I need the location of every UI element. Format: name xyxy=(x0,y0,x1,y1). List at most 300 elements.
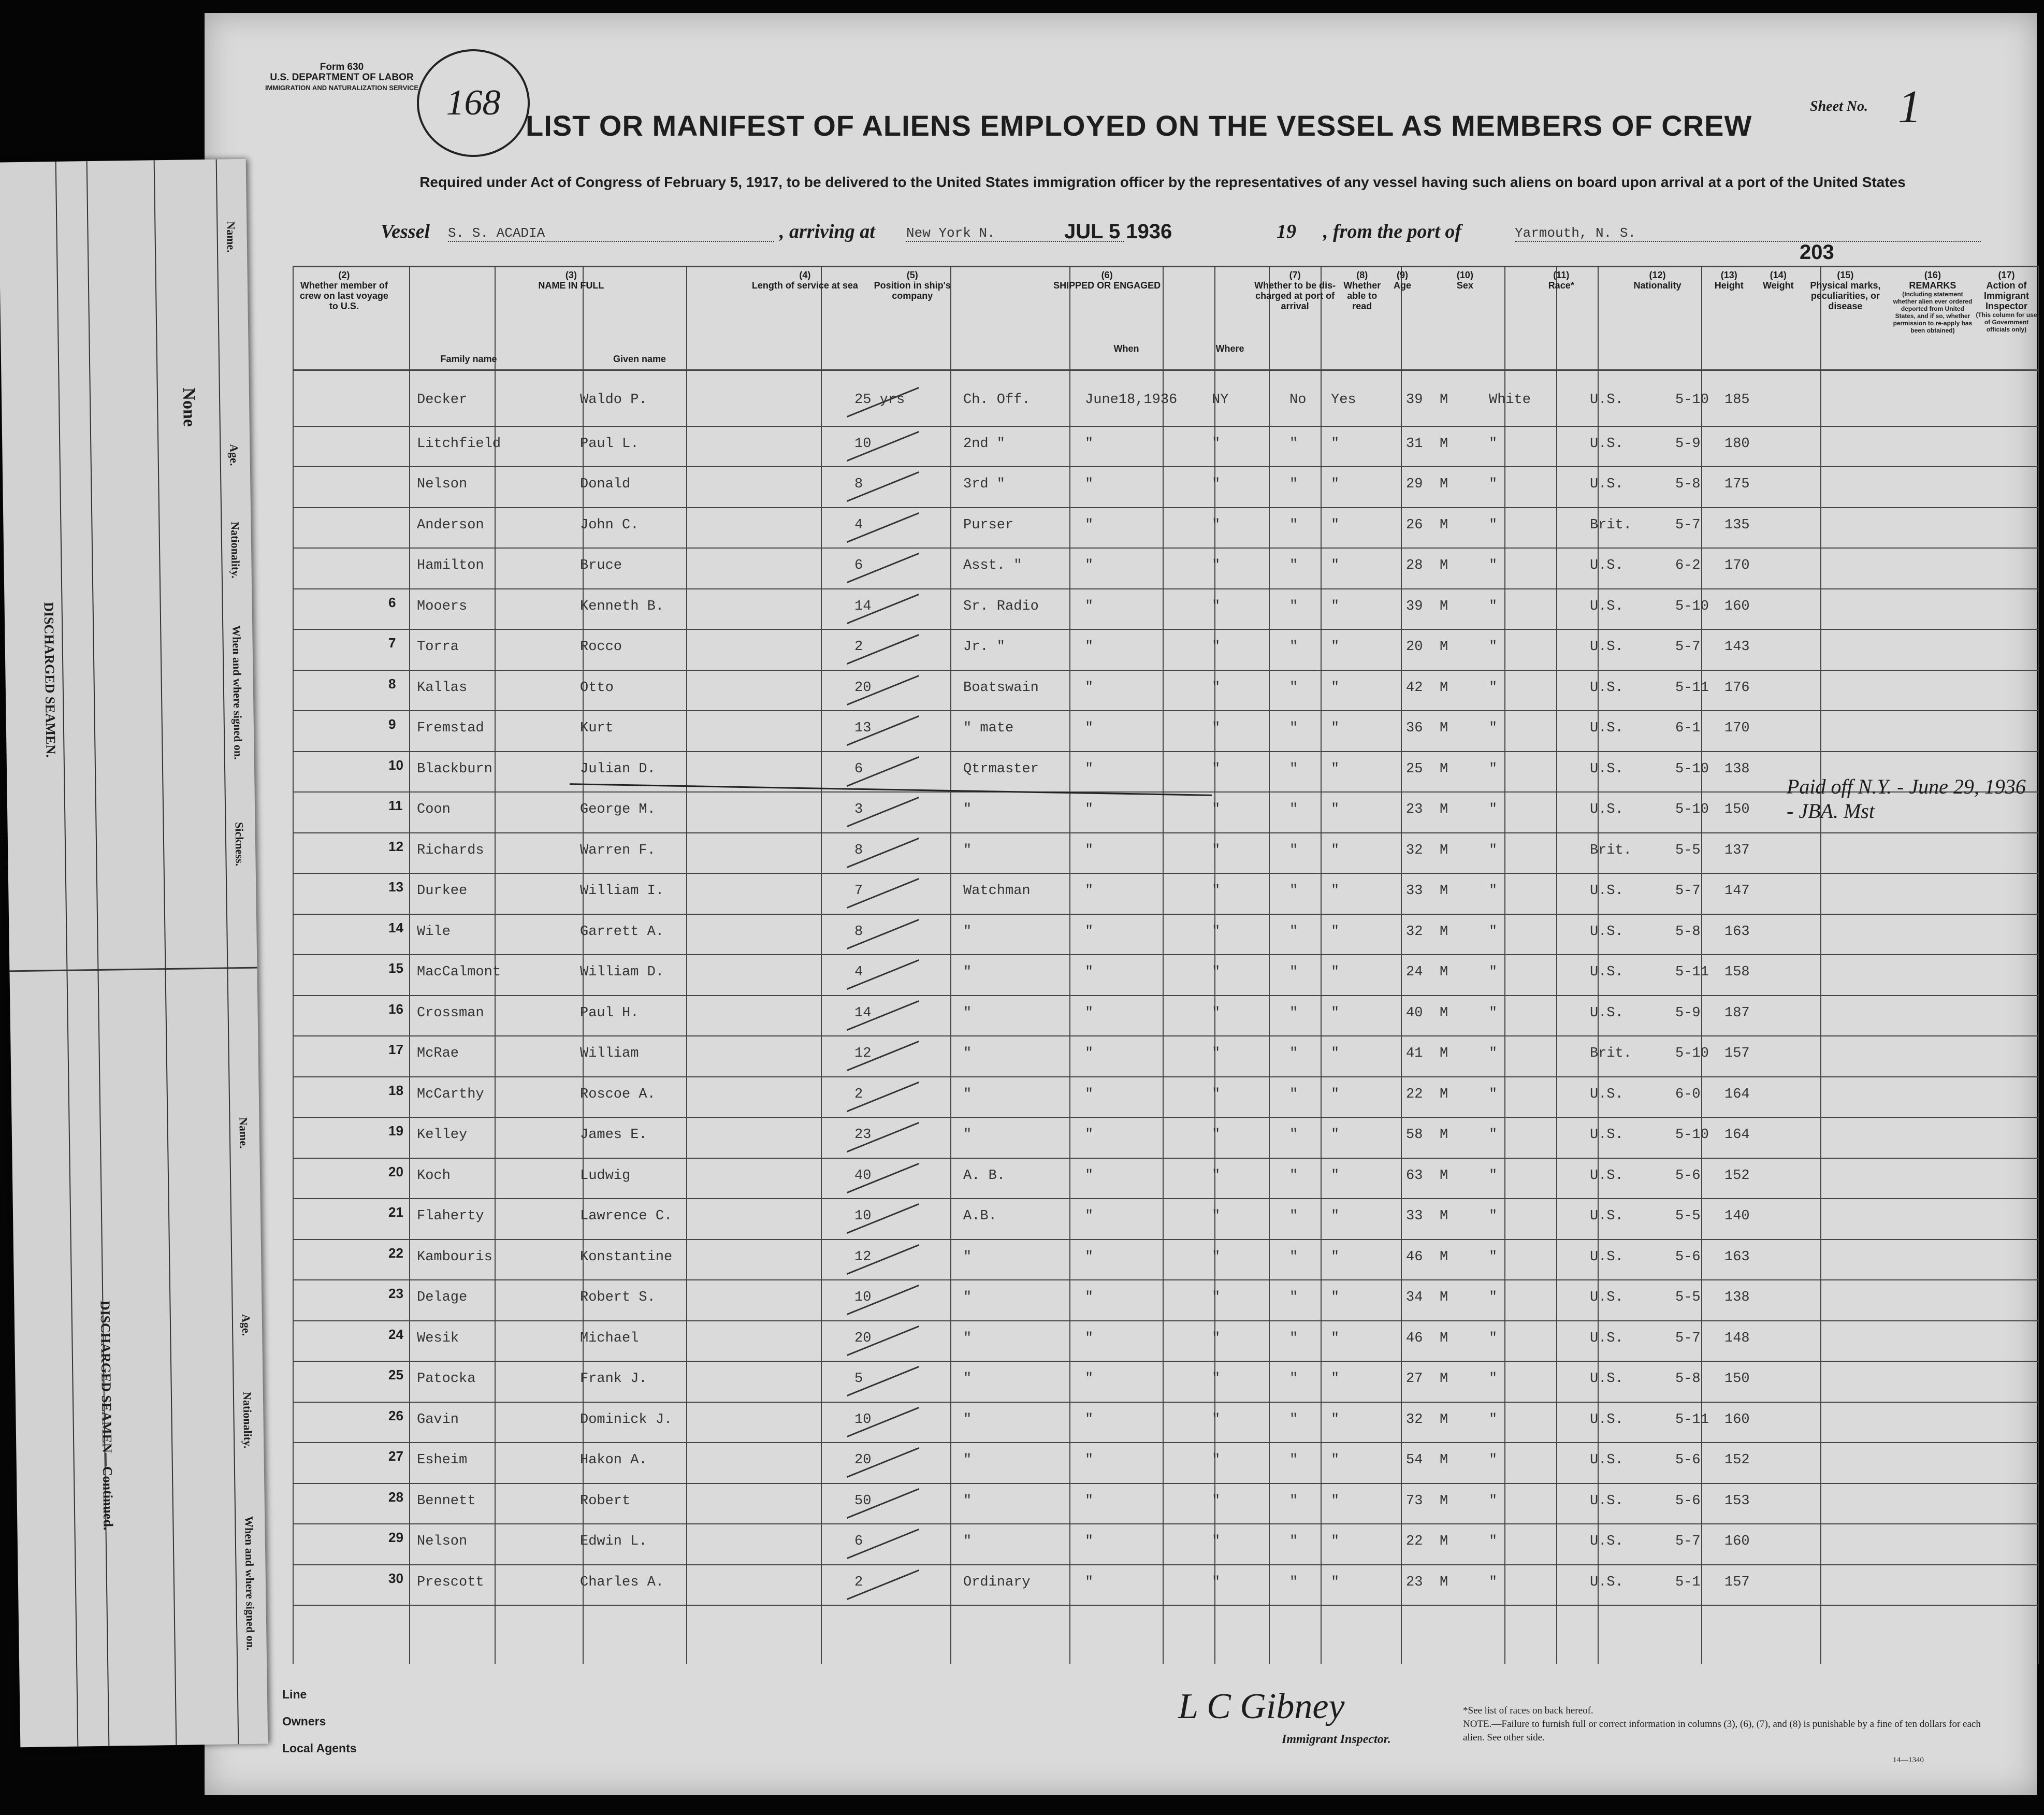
overlay-when-where-col: When and where signed on. xyxy=(230,625,245,760)
cell-given: William D. xyxy=(580,964,664,980)
cell-service: 20 xyxy=(854,680,872,696)
cell-race: " xyxy=(1489,1411,1498,1428)
cell-race: " xyxy=(1489,1086,1498,1102)
cell-service: 13 xyxy=(854,721,872,736)
cell-position: Ch. Off. xyxy=(963,392,1031,408)
cell-height: 5-10 xyxy=(1675,1127,1709,1143)
cell-age: 36 xyxy=(1406,721,1423,736)
cell-position: " xyxy=(963,964,972,980)
cell-position: " xyxy=(963,1411,972,1428)
cell-where: " xyxy=(1212,761,1221,777)
cell-nat: U.S. xyxy=(1590,883,1623,899)
column-header: (3) NAME IN FULL xyxy=(538,270,604,291)
cell-sex: M xyxy=(1440,1290,1448,1305)
cell-weight: 152 xyxy=(1724,1168,1750,1184)
cell-when: " xyxy=(1085,680,1094,696)
cell-nat: Brit. xyxy=(1590,1046,1632,1061)
row-number: 8 xyxy=(388,675,396,692)
cell-when: " xyxy=(1085,1086,1094,1102)
overlay-when-where-col-2: When and where signed on. xyxy=(242,1516,257,1651)
cell-race: " xyxy=(1489,1371,1498,1387)
cell-race: " xyxy=(1489,1208,1498,1224)
cell-age: 41 xyxy=(1406,1046,1423,1061)
cell-height: 5-6 xyxy=(1675,1452,1701,1468)
cell-discharged: " xyxy=(1289,1290,1298,1305)
cell-height: 5-10 xyxy=(1675,761,1709,777)
cell-given: William xyxy=(580,1046,639,1061)
cell-when: " xyxy=(1085,639,1094,655)
cell-race: " xyxy=(1489,802,1498,817)
cell-weight: 157 xyxy=(1724,1046,1750,1061)
cell-sex: M xyxy=(1440,924,1448,940)
cell-when: " xyxy=(1085,1005,1094,1021)
cell-discharged: No xyxy=(1289,392,1307,408)
grid-hline xyxy=(293,1279,2038,1280)
cell-position: " xyxy=(963,1086,972,1102)
grid-hline xyxy=(293,873,2038,874)
cell-given: Hakon A. xyxy=(580,1452,647,1468)
cell-nat: U.S. xyxy=(1590,1371,1623,1387)
cell-sex: M xyxy=(1440,598,1448,614)
cell-age: 46 xyxy=(1406,1330,1423,1346)
cell-when: " xyxy=(1085,1208,1094,1224)
cell-position: Boatswain xyxy=(963,680,1039,696)
cell-where: NY xyxy=(1212,392,1229,408)
cell-age: 32 xyxy=(1406,842,1423,858)
cell-read: " xyxy=(1331,842,1340,858)
cell-discharged: " xyxy=(1289,1371,1298,1387)
column-header: (5) Position in ship's company xyxy=(874,270,951,301)
discharged-seamen-slip xyxy=(0,159,268,1747)
cell-sex: M xyxy=(1440,1046,1448,1061)
grid-vline xyxy=(821,266,822,1664)
cell-family: Wesik xyxy=(417,1330,459,1346)
cell-family: Crossman xyxy=(417,1005,484,1021)
cell-sex: M xyxy=(1440,842,1448,858)
cell-family: Nelson xyxy=(417,477,468,492)
cell-given: John C. xyxy=(580,517,639,533)
cell-nat: U.S. xyxy=(1590,392,1623,408)
cell-read: " xyxy=(1331,1411,1340,1428)
cell-read: " xyxy=(1331,680,1340,696)
cell-position: " xyxy=(963,842,972,858)
arrival-date-stamp: JUL 5 1936 xyxy=(1064,220,1172,243)
cell-height: 5-8 xyxy=(1675,1371,1701,1387)
cell-family: Patocka xyxy=(417,1371,476,1387)
cell-given: William I. xyxy=(580,883,664,899)
cell-weight: 175 xyxy=(1724,477,1750,492)
cell-where: " xyxy=(1212,1452,1221,1468)
row-number: 16 xyxy=(388,1001,403,1017)
cell-age: 39 xyxy=(1406,598,1423,614)
grid-hline xyxy=(293,914,2038,915)
cell-race: " xyxy=(1489,761,1498,777)
cell-family: Coon xyxy=(417,802,451,817)
grid-hline xyxy=(293,1158,2038,1159)
cell-read: " xyxy=(1331,1534,1340,1549)
remark-handwritten: Paid off N.Y. - June 29, 1936 - JBA. Mst xyxy=(1787,775,2026,823)
cell-when: " xyxy=(1085,1290,1094,1305)
cell-when: " xyxy=(1085,883,1094,899)
cell-weight: 163 xyxy=(1724,924,1750,940)
cell-when: " xyxy=(1085,477,1094,492)
cell-when: " xyxy=(1085,761,1094,777)
cell-nat: U.S. xyxy=(1590,721,1623,736)
column-header: (13) Height xyxy=(1714,270,1744,291)
cell-where: " xyxy=(1212,598,1221,614)
column-header: (2) Whether member of crew on last voyage to U.S. xyxy=(299,270,388,311)
cell-nat: U.S. xyxy=(1590,964,1623,980)
grid-vline xyxy=(409,266,410,1664)
cell-where: " xyxy=(1212,1086,1221,1102)
cell-sex: M xyxy=(1440,1168,1448,1184)
cell-position: A. B. xyxy=(963,1168,1006,1184)
cell-read: " xyxy=(1331,1168,1340,1184)
cell-when: June18,1936 xyxy=(1085,392,1178,408)
cell-where: " xyxy=(1212,1493,1221,1509)
cell-nat: U.S. xyxy=(1590,1127,1623,1143)
cell-read: " xyxy=(1331,964,1340,980)
cell-weight: 158 xyxy=(1724,964,1750,980)
cell-given: Dominick J. xyxy=(580,1411,673,1428)
cell-given: Kenneth B. xyxy=(580,598,664,614)
cell-height: 5-7 xyxy=(1675,639,1701,655)
column-header: (8) Whether able to read xyxy=(1343,270,1381,311)
grid-vline xyxy=(293,266,294,1664)
grid-vline xyxy=(1069,266,1070,1664)
cell-weight: 137 xyxy=(1724,842,1750,858)
cell-given: Waldo P. xyxy=(580,392,647,408)
cell-read: " xyxy=(1331,477,1340,492)
grid-hline xyxy=(293,1076,2038,1077)
cell-given: Bruce xyxy=(580,558,622,573)
cell-age: 26 xyxy=(1406,517,1423,533)
cell-age: 33 xyxy=(1406,1208,1423,1224)
cell-discharged: " xyxy=(1289,964,1298,980)
row-number: 28 xyxy=(388,1489,403,1505)
cell-nat: U.S. xyxy=(1590,639,1623,655)
cell-family: Gavin xyxy=(417,1411,459,1428)
cell-race: " xyxy=(1489,477,1498,492)
cell-position: " xyxy=(963,1249,972,1265)
cell-family: Kambouris xyxy=(417,1249,492,1265)
cell-discharged: " xyxy=(1289,1574,1298,1590)
cell-where: " xyxy=(1212,517,1221,533)
cell-where: " xyxy=(1212,964,1221,980)
cell-nat: U.S. xyxy=(1590,1452,1623,1468)
sheet-no-label: Sheet No. xyxy=(1810,98,1868,114)
cell-race: " xyxy=(1489,1452,1498,1468)
cell-race: " xyxy=(1489,1290,1498,1305)
cell-given: Michael xyxy=(580,1330,639,1346)
cell-service: 6 xyxy=(854,1534,863,1549)
row-number: 30 xyxy=(388,1570,403,1586)
inspector-signature: L C Gibney xyxy=(1178,1687,1345,1726)
cell-read: " xyxy=(1331,517,1340,533)
cell-service: 23 xyxy=(854,1127,872,1143)
cell-discharged: " xyxy=(1289,1127,1298,1143)
cell-position: A.B. xyxy=(963,1208,997,1224)
cell-age: 28 xyxy=(1406,558,1423,573)
cell-discharged: " xyxy=(1289,842,1298,858)
cell-nat: Brit. xyxy=(1590,842,1632,858)
cell-read: " xyxy=(1331,924,1340,940)
cell-service: 2 xyxy=(854,639,863,655)
cell-when: " xyxy=(1085,517,1094,533)
cell-sex: M xyxy=(1440,1452,1448,1468)
cell-height: 5-9 xyxy=(1675,1005,1701,1021)
cell-nat: Brit. xyxy=(1590,517,1632,533)
cell-where: " xyxy=(1212,883,1221,899)
cell-race: " xyxy=(1489,1493,1498,1509)
grid-hline xyxy=(293,1442,2038,1443)
cell-height: 5-7 xyxy=(1675,883,1701,899)
cell-sex: M xyxy=(1440,1086,1448,1102)
row-number: 11 xyxy=(388,798,403,813)
cell-position: Asst. " xyxy=(963,558,1022,573)
cell-race: " xyxy=(1489,558,1498,573)
grid-hline xyxy=(293,1361,2038,1362)
cell-sex: M xyxy=(1440,558,1448,573)
cell-where: " xyxy=(1212,1371,1221,1387)
cell-sex: M xyxy=(1440,1005,1448,1021)
cell-race: " xyxy=(1489,1534,1498,1549)
cell-height: 6-1 xyxy=(1675,721,1701,736)
grid-hline xyxy=(293,266,2038,267)
row-number: 29 xyxy=(388,1530,403,1545)
cell-weight: 160 xyxy=(1724,598,1750,614)
cell-sex: M xyxy=(1440,1208,1448,1224)
grid-vline xyxy=(950,266,951,1664)
cell-weight: 160 xyxy=(1724,1411,1750,1428)
cell-nat: U.S. xyxy=(1590,1005,1623,1021)
cell-service: 5 xyxy=(854,1371,863,1387)
from-port-value: Yarmouth, N. S. xyxy=(1515,225,1981,242)
row-number: 25 xyxy=(388,1367,403,1382)
cell-read: " xyxy=(1331,1208,1340,1224)
cell-family: Mooers xyxy=(417,598,468,614)
cell-nat: U.S. xyxy=(1590,558,1623,573)
cell-family: Anderson xyxy=(417,517,484,533)
cell-family: Torra xyxy=(417,639,459,655)
fine-note: NOTE.—Failure to furnish full or correct information in columns (3), (6), (7), and (8) is punishable by a fine of ten dollars for each alien. See other side. xyxy=(1463,1719,1981,1743)
cell-where: " xyxy=(1212,842,1221,858)
cell-family: Nelson xyxy=(417,1534,468,1549)
cell-weight: 150 xyxy=(1724,802,1750,817)
cell-family: Decker xyxy=(417,392,468,408)
cell-discharged: " xyxy=(1289,1208,1298,1224)
cell-race: " xyxy=(1489,598,1498,614)
cell-when: " xyxy=(1085,1249,1094,1265)
cell-given: Paul H. xyxy=(580,1005,639,1021)
cell-read: " xyxy=(1331,598,1340,614)
cell-service: 8 xyxy=(854,842,863,858)
cell-given: Edwin L. xyxy=(580,1534,647,1549)
cell-service: 4 xyxy=(854,964,863,980)
cell-sex: M xyxy=(1440,680,1448,696)
cell-given: Robert xyxy=(580,1493,631,1509)
overlay-age-col: Age. xyxy=(227,444,241,466)
cell-discharged: " xyxy=(1289,1493,1298,1509)
cell-where: " xyxy=(1212,680,1221,696)
cell-service: 10 xyxy=(854,436,872,452)
cell-when: " xyxy=(1085,1046,1094,1061)
cell-discharged: " xyxy=(1289,1534,1298,1549)
cell-height: 5-11 xyxy=(1675,964,1709,980)
vessel-value: S. S. ACADIA xyxy=(448,225,774,242)
cell-family: Flaherty xyxy=(417,1208,484,1224)
cell-height: 5-7 xyxy=(1675,1330,1701,1346)
cell-read: " xyxy=(1331,1330,1340,1346)
cell-family: Kallas xyxy=(417,680,468,696)
cell-given: Warren F. xyxy=(580,842,656,858)
cell-service: 10 xyxy=(854,1411,872,1428)
overlay-title-2: DISCHARGED SEAMEN—Continued. xyxy=(97,1300,116,1531)
cell-nat: U.S. xyxy=(1590,598,1623,614)
cell-given: Rocco xyxy=(580,639,622,655)
cell-height: 5-10 xyxy=(1675,802,1709,817)
cell-read: " xyxy=(1331,1005,1340,1021)
subcolumn-where: Where xyxy=(1215,343,1244,354)
cell-weight: 164 xyxy=(1724,1086,1750,1102)
overlay-age-col-2: Age. xyxy=(239,1314,253,1336)
grid-vline xyxy=(1269,266,1270,1664)
cell-sex: M xyxy=(1440,639,1448,655)
year-label: 19 xyxy=(1277,221,1296,242)
row-number: 13 xyxy=(388,879,403,895)
cell-family: Wile xyxy=(417,924,451,940)
cell-where: " xyxy=(1212,1574,1221,1590)
grid-hline xyxy=(293,1320,2038,1321)
arriving-value: New York N. xyxy=(906,225,1124,242)
page-title: LIST OR MANIFEST OF ALIENS EMPLOYED ON THE VESSEL AS MEMBERS OF CREW xyxy=(526,109,1752,142)
cell-where: " xyxy=(1212,1208,1221,1224)
sheet-no-value: 1 xyxy=(1898,81,1921,133)
cell-given: Garrett A. xyxy=(580,924,664,940)
grid-hline xyxy=(293,791,2038,793)
grid-hline xyxy=(293,832,2038,833)
grid-hline xyxy=(293,995,2038,996)
cell-age: 42 xyxy=(1406,680,1423,696)
cell-nat: U.S. xyxy=(1590,436,1623,452)
cell-height: 5-10 xyxy=(1675,1046,1709,1061)
cell-when: " xyxy=(1085,598,1094,614)
form-code: 14—1340 xyxy=(1893,1756,1924,1764)
cell-position: Purser xyxy=(963,517,1014,533)
inspector-label: Immigrant Inspector. xyxy=(1282,1733,1391,1746)
cell-family: Durkee xyxy=(417,883,468,899)
cell-height: 5-7 xyxy=(1675,1534,1701,1549)
cell-weight: 135 xyxy=(1724,517,1750,533)
cell-read: " xyxy=(1331,721,1340,736)
grid-hline xyxy=(293,751,2038,752)
cell-discharged: " xyxy=(1289,1411,1298,1428)
vessel-label: Vessel xyxy=(381,221,430,242)
cell-position: " mate xyxy=(963,721,1014,736)
cell-sex: M xyxy=(1440,964,1448,980)
cell-age: 29 xyxy=(1406,477,1423,492)
cell-age: 34 xyxy=(1406,1290,1423,1305)
cell-nat: U.S. xyxy=(1590,1534,1623,1549)
cell-age: 22 xyxy=(1406,1534,1423,1549)
cell-height: 5-11 xyxy=(1675,680,1709,696)
cell-discharged: " xyxy=(1289,802,1298,817)
cell-service: 6 xyxy=(854,558,863,573)
from-port-label: , from the port of xyxy=(1323,221,1462,242)
cell-family: Koch xyxy=(417,1168,451,1184)
cell-discharged: " xyxy=(1289,883,1298,899)
cell-race: " xyxy=(1489,436,1498,452)
cell-read: " xyxy=(1331,1127,1340,1143)
cell-when: " xyxy=(1085,1330,1094,1346)
row-number: 26 xyxy=(388,1407,403,1423)
cell-when: " xyxy=(1085,558,1094,573)
cell-sex: M xyxy=(1440,883,1448,899)
cell-service: 7 xyxy=(854,883,863,899)
cell-nat: U.S. xyxy=(1590,1330,1623,1346)
cell-given: Frank J. xyxy=(580,1371,647,1387)
cell-when: " xyxy=(1085,802,1094,817)
grid-vline xyxy=(1321,266,1322,1664)
cell-race: " xyxy=(1489,1046,1498,1061)
cell-height: 5-6 xyxy=(1675,1249,1701,1265)
cell-when: " xyxy=(1085,721,1094,736)
cell-discharged: " xyxy=(1289,477,1298,492)
cell-weight: 157 xyxy=(1724,1574,1750,1590)
cell-discharged: " xyxy=(1289,1005,1298,1021)
row-number: 24 xyxy=(388,1326,403,1342)
cell-nat: U.S. xyxy=(1590,1411,1623,1428)
manifest-sheet xyxy=(205,13,2037,1795)
cell-nat: U.S. xyxy=(1590,924,1623,940)
cell-weight: 160 xyxy=(1724,1534,1750,1549)
cell-position: " xyxy=(963,802,972,817)
cell-given: James E. xyxy=(580,1127,647,1143)
cell-height: 5-10 xyxy=(1675,392,1709,408)
cell-service: 14 xyxy=(854,598,872,614)
cell-race: " xyxy=(1489,639,1498,655)
cell-family: Richards xyxy=(417,842,484,858)
cell-where: " xyxy=(1212,1330,1221,1346)
overlay-title: DISCHARGED SEAMEN. xyxy=(41,602,59,758)
row-number: 22 xyxy=(388,1245,403,1261)
cell-height: 5-10 xyxy=(1675,598,1709,614)
stamp-circle xyxy=(417,49,530,157)
cell-sex: M xyxy=(1440,477,1448,492)
cell-read: " xyxy=(1331,1249,1340,1265)
grid-hline xyxy=(293,1605,2038,1606)
cell-race: " xyxy=(1489,1249,1498,1265)
cell-read: Yes xyxy=(1331,392,1356,408)
cell-sex: M xyxy=(1440,761,1448,777)
cell-service: 12 xyxy=(854,1046,872,1061)
cell-service: 20 xyxy=(854,1330,872,1346)
department: U.S. DEPARTMENT OF LABOR xyxy=(270,72,414,83)
cell-weight: 153 xyxy=(1724,1493,1750,1509)
cell-weight: 164 xyxy=(1724,1127,1750,1143)
cell-when: " xyxy=(1085,1411,1094,1428)
cell-family: MacCalmont xyxy=(417,964,501,980)
page-subtitle: Required under Act of Congress of February 5, 1917, to be delivered to the United States immigration officer by the representatives of any vessel having such aliens on board upon arrival at a port of the United States xyxy=(419,174,1906,190)
cell-when: " xyxy=(1085,436,1094,452)
cell-where: " xyxy=(1212,1127,1221,1143)
list-number: 203 xyxy=(1800,241,1834,264)
overlay-sickness-col: Sickness. xyxy=(233,822,247,867)
cell-read: " xyxy=(1331,1493,1340,1509)
cell-nat: U.S. xyxy=(1590,1168,1623,1184)
cell-height: 5-1 xyxy=(1675,1574,1701,1590)
cell-when: " xyxy=(1085,1127,1094,1143)
